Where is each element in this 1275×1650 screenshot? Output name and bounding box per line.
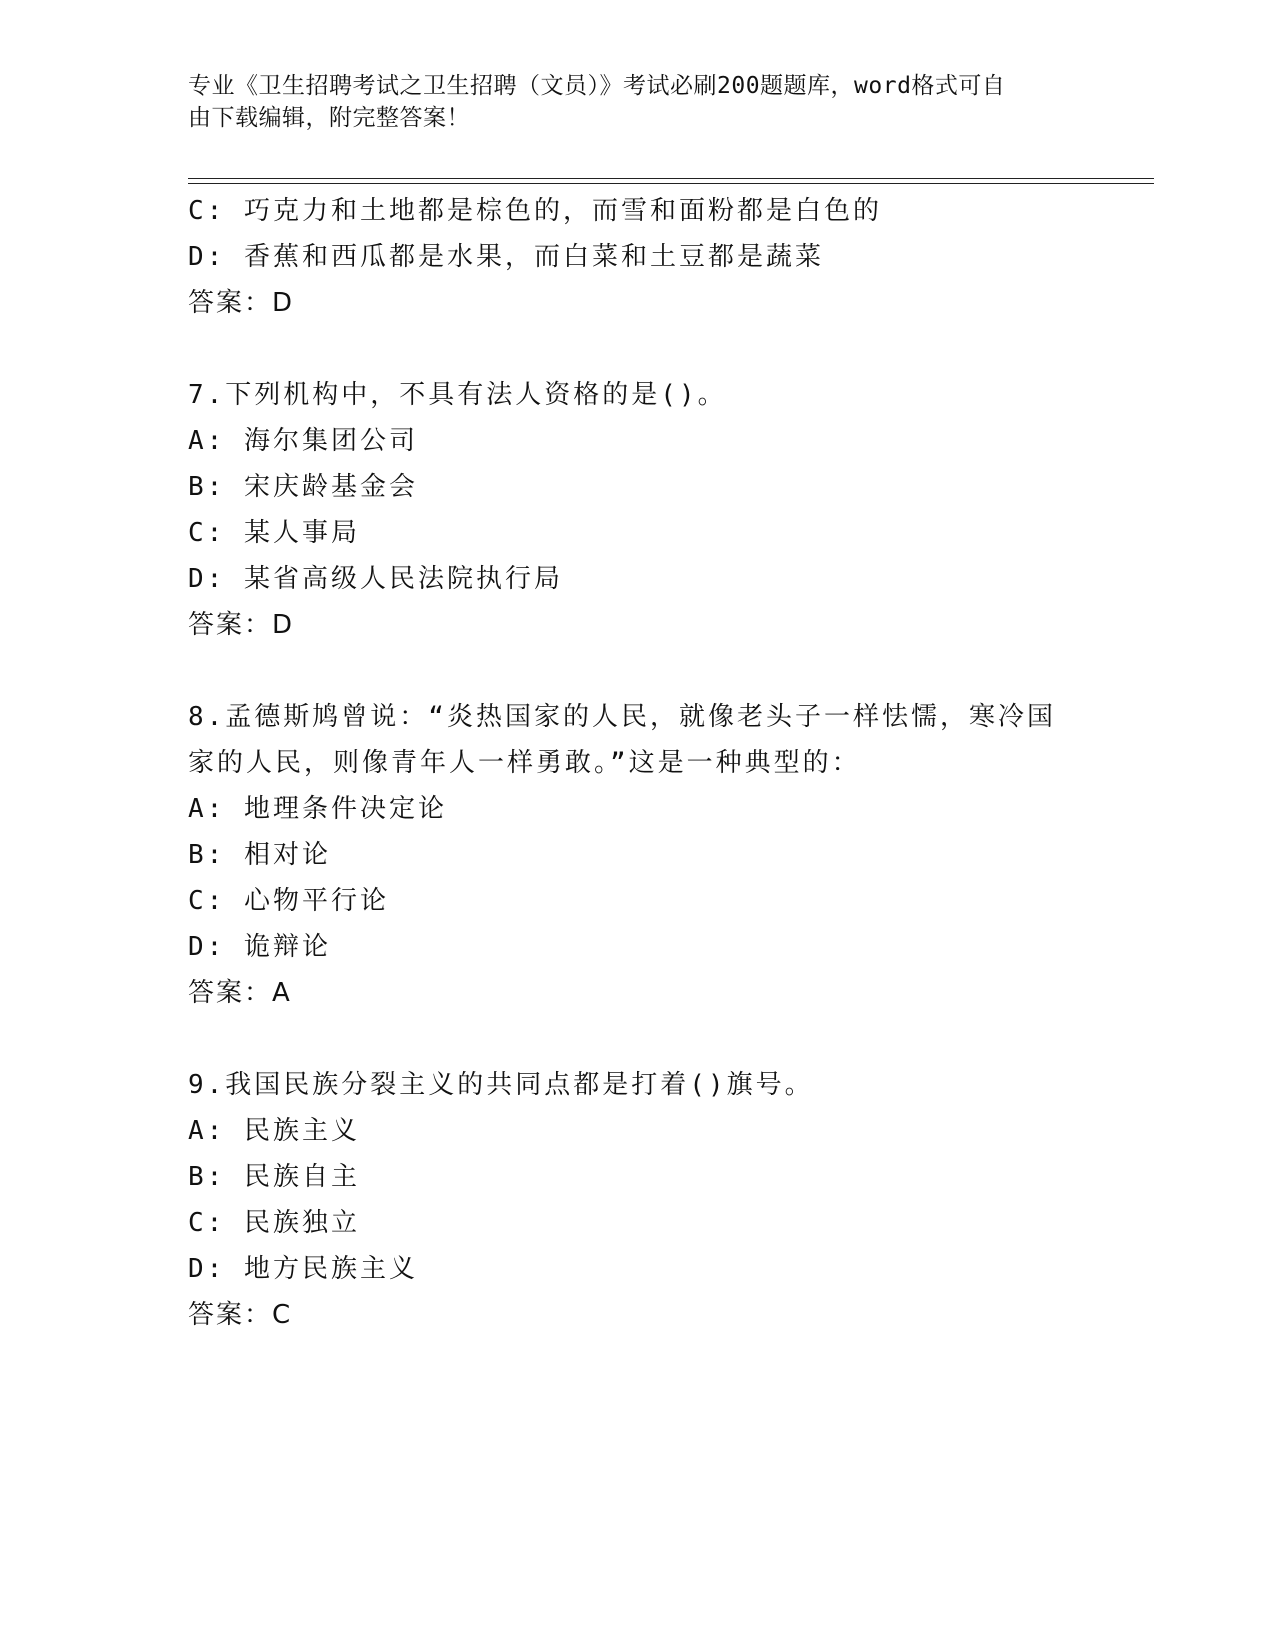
question-list xyxy=(188,188,1088,1338)
question-stem-continued: 家的人民，则像青年人一样勇敢。”这是一种典型的： xyxy=(188,748,861,778)
option-a: A: 海尔集团公司 xyxy=(188,426,418,456)
option-a: A: 民族主义 xyxy=(188,1116,360,1146)
question-8 xyxy=(188,694,1088,1016)
header-rule-bottom xyxy=(188,183,1154,184)
option-b: B: 宋庆龄基金会 xyxy=(188,472,418,502)
spacer xyxy=(188,326,1088,372)
option-d: D: 诡辩论 xyxy=(188,932,331,962)
document-header xyxy=(188,70,1088,134)
question-stem: 8.孟德斯鸠曾说：“炎热国家的人民，就像老头子一样怯懦，寒冷国 xyxy=(188,702,1056,732)
question-stem: 9.我国民族分裂主义的共同点都是打着()旗号。 xyxy=(188,1070,814,1100)
spacer xyxy=(188,648,1088,694)
option-b: B: 民族自主 xyxy=(188,1162,360,1192)
option-c: C: 心物平行论 xyxy=(188,886,389,916)
header-line-1: 专业《卫生招聘考试之卫生招聘（文员）》考试必刷200题题库，word格式可自 xyxy=(188,73,1006,99)
option-d: D: 香蕉和西瓜都是水果，而白菜和土豆都是蔬菜 xyxy=(188,242,824,272)
header-rule-top xyxy=(188,178,1154,179)
spacer xyxy=(188,1016,1088,1062)
option-d: D: 某省高级人民法院执行局 xyxy=(188,564,563,594)
answer-line: 答案：D xyxy=(188,610,295,640)
question-6-continued xyxy=(188,188,1088,326)
answer-line: 答案：C xyxy=(188,1300,293,1330)
answer-line: 答案：A xyxy=(188,978,292,1008)
question-9 xyxy=(188,1062,1088,1338)
answer-line: 答案：D xyxy=(188,288,295,318)
option-c: C: 民族独立 xyxy=(188,1208,360,1238)
option-c: C: 某人事局 xyxy=(188,518,360,548)
header-line-2: 由下载编辑，附完整答案！ xyxy=(188,105,470,131)
option-b: B: 相对论 xyxy=(188,840,331,870)
option-a: A: 地理条件决定论 xyxy=(188,794,447,824)
question-stem: 7.下列机构中，不具有法人资格的是()。 xyxy=(188,380,727,410)
option-c: C: 巧克力和土地都是棕色的，而雪和面粉都是白色的 xyxy=(188,196,882,226)
option-d: D: 地方民族主义 xyxy=(188,1254,418,1284)
question-7 xyxy=(188,372,1088,648)
